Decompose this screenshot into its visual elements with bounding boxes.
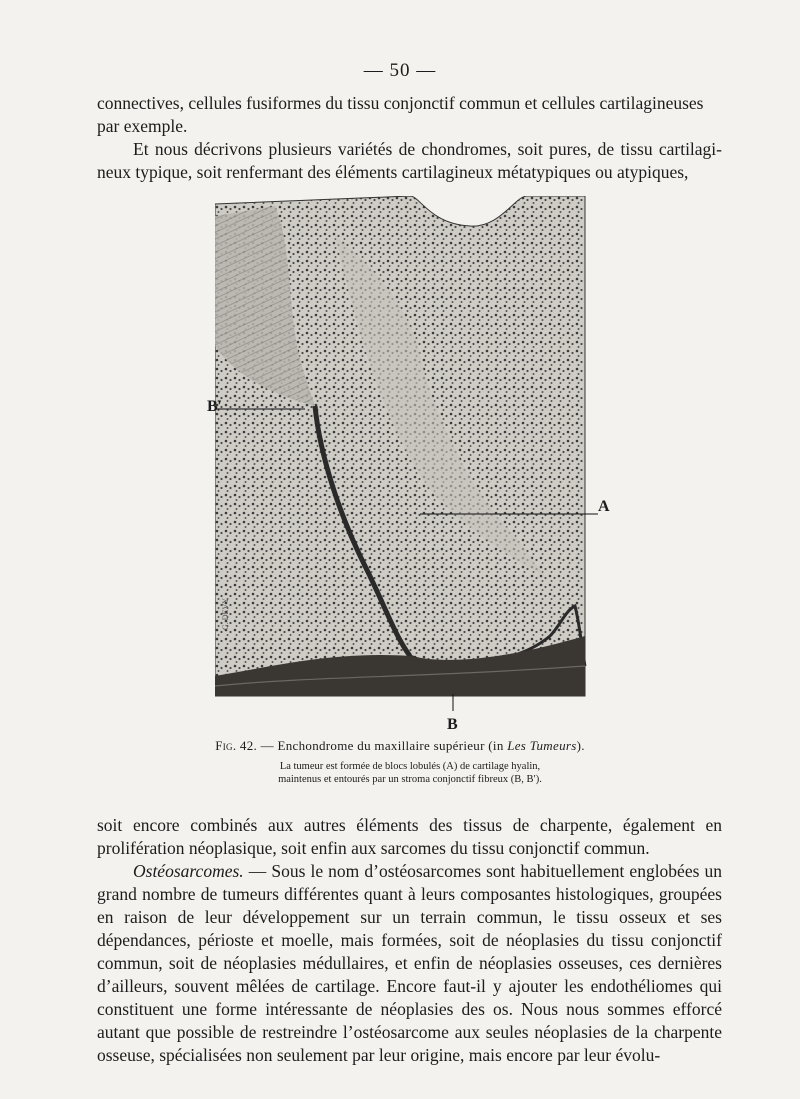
bottom-paragraph-1: soit encore combinés aux autres éléments des tissus de charpente, également en prolifération néoplasique, soit enfin aux sarcomes du tissu conjonctif commun.	[97, 815, 722, 858]
top-paragraph	[97, 92, 722, 184]
histology-illustration	[215, 196, 605, 716]
figure-caption-title	[0, 738, 800, 754]
osteosarcomes-text: — Sous le nom d’ostéosarcomes sont habituellement englobées un grand nombre de tumeurs différentes quant à leurs composantes histologiques, groupées en raison de leur développement sur un terrain commun, le tissu osseux et ses dépendances, périoste et moelle, mais formées, soit de néoplasies du tissu conjonctif commun, soit de néoplasies médullaires, et enfin de néoplasies osseuses, ces dernières d’ailleurs, souvent mêlées de cartilage. Encore faut-il y ajouter les endothéliomes qui constituent une forme intéressante de néoplasies des os. Nous nous sommes efforcé autant que possible de restreindre l’ostéosarcome aux seules néoplasies de la charpente osseuse, spécialisées non seulement par leur origine, mais encore par leur évolu-	[97, 861, 722, 1065]
page-number: — 50 —	[363, 60, 437, 81]
top-line-2: par exemple.	[97, 116, 188, 136]
label-b-prime: B′	[207, 398, 223, 415]
top-paragraph-2: Et nous décrivons plusieurs variétés de chondromes, soit pures, de tissu cartilagi-neux typique, soit renfermant des éléments cartilagineux métatypiques ou atypiques,	[97, 139, 722, 182]
engraver-signature: G. DEVY	[221, 598, 230, 630]
caption-end: ).	[576, 738, 585, 753]
histology-figure	[215, 196, 605, 716]
osteosarcomes-heading: Ostéosarcomes.	[133, 861, 244, 881]
top-line-1: connectives, cellules fusiformes du tissu conjonctif commun et cellules cartilagineuses	[97, 93, 704, 113]
caption-title-text: — Enchondrome du maxillaire supérieur (in	[257, 738, 508, 753]
caption-prefix: Fig. 42.	[215, 738, 258, 753]
figure-caption-body: La tumeur est formée de blocs lobulés (A) de cartilage hyalin, maintenus et entourés par un stroma conjonctif fibreux (B, B′).	[278, 761, 542, 785]
caption-italic: Les Tumeurs	[507, 738, 577, 753]
bottom-paragraph-2	[97, 860, 722, 1067]
label-a: A	[598, 498, 610, 515]
label-b: B	[447, 716, 458, 733]
bottom-paragraph	[97, 814, 722, 1067]
